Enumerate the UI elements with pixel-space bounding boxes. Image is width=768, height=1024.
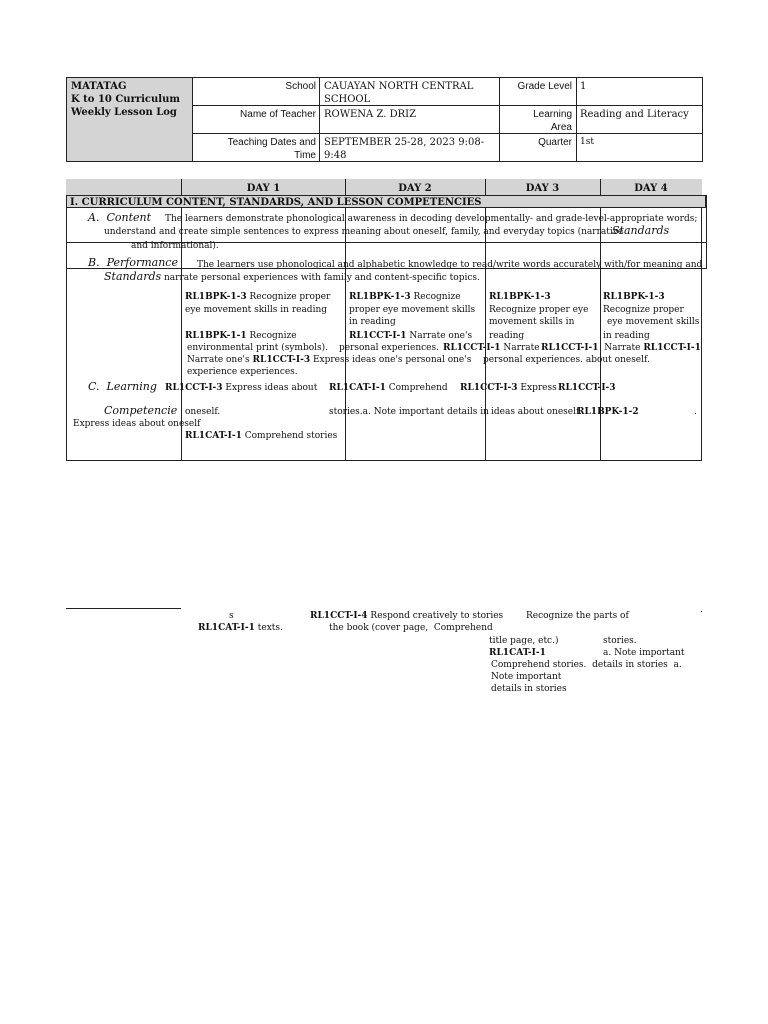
lower-line-i: a. Note important [603,648,685,658]
day4-line7: RL1BPK-1-2 [577,407,639,417]
row-right-edge [706,195,707,269]
divider [576,77,577,162]
lower-line-d: the book (cover page, Comprehend [329,623,493,633]
day2-line3: in reading [349,317,396,327]
lower-line-f: title page, etc.) [489,636,559,646]
header-table [66,77,703,162]
day3-line4: reading [489,331,525,341]
competencies-label-2: Competencie [104,404,178,417]
day4-line5: RL1CCT-I-1 Narrate RL1CCT-I-1 [541,343,701,353]
column-line [600,179,601,195]
day3-line6: personal experiences. about oneself. [483,355,650,365]
lower-line-n: details in stories [491,684,567,694]
day2-line4: RL1CCT-I-1 Narrate one's [349,331,473,341]
school-label: School [285,81,316,92]
header-title: MATATAG K to 10 Curriculum Weekly Lesson Log [71,81,180,118]
day2-line1: RL1BPK-1-3 Recognize [349,292,461,302]
day-1-header: DAY 1 [246,183,281,194]
day3-line8: ideas about oneself. [491,407,582,417]
day3-line2: Recognize proper eye [489,305,589,315]
content-text-line3: and informational). [131,241,219,251]
quarter-label: Quarter [538,137,572,148]
day1-line5: Narrate one's RL1CCT-I-3 Express ideas one's personal one's [187,355,472,365]
day4-line4: in reading [603,331,650,341]
day1-line4: environmental print (symbols). [187,343,328,353]
day4-line8: . [694,407,697,417]
day2-line7: stories.a. Note important details in [329,407,489,417]
quarter-value: 1st [580,137,594,147]
day4-line2: Recognize proper [603,305,684,315]
day3-line3: movement skills in [489,317,575,327]
column-line [345,208,346,461]
column-line [600,208,601,461]
performance-text-line1: The learners use phonological and alphabetic knowledge to read/write words accurately with/for meaning and [197,260,703,270]
day2-line2: proper eye movement skills [349,305,476,315]
teacher-value: ROWENA Z. DRIZ [324,109,417,120]
day-3-header: DAY 3 [525,183,560,194]
day3-line7: RL1CCT-I-3 Express [460,383,557,393]
divider [319,77,320,162]
performance-standards-word: Standards [104,270,162,283]
divider [499,77,500,162]
day1-line1: RL1BPK-1-3 Recognize proper [185,292,331,302]
dates-value: SEPTEMBER 25-28, 2023 9:08- 9:48 [324,137,485,161]
dates-label: Teaching Dates and Time [227,137,316,161]
performance-text-line2: narrate personal experiences with family and content-specific topics. [164,273,480,283]
day1-line3: RL1BPK-1-1 Recognize [185,331,297,341]
lower-rule [66,608,181,609]
lower-s: s [229,611,234,621]
day1-line2: eye movement skills in reading [185,305,328,315]
lower-line-b: Recognize the parts of [526,611,629,621]
divider [193,133,703,134]
grade-value: 1 [580,81,587,92]
day1-line6: experience experiences. [187,367,298,377]
day1-line7: RL1CCT-I-3 Express ideas about [165,383,318,393]
day2-line5: personal experiences. [339,343,439,353]
competencies-overflow-left: Express ideas about oneself [73,419,201,429]
grade-label: Grade Level [517,81,572,92]
school-value: CAUAYAN NORTH CENTRAL SCHOOL [324,81,474,105]
teacher-label: Name of Teacher [240,109,316,120]
competencies-label: C. Learning [88,380,157,393]
column-line [485,208,486,461]
section-title: I. CURRICULUM CONTENT, STANDARDS, AND LESSON COMPETENCIES [70,197,482,208]
lower-line-c: RL1CAT-I-1 texts. [198,623,283,633]
content-label: A. Content [88,211,152,224]
lower-line-g: stories. [603,636,637,646]
column-line [181,179,182,195]
day2-line6: RL1CAT-I-1 Comprehend [329,383,448,393]
lower-line-m: Note important [491,672,562,682]
day3-line5: RL1CCT-I-1 Narrate [443,343,540,353]
day4-line6: RL1CCT-I-3 [558,383,616,393]
content-text-line2: understand and create simple sentences to express meaning about oneself, family, and everyday topics (narrative [104,227,624,237]
day4-line1: RL1BPK-1-3 [603,292,665,302]
day-4-header: DAY 4 [634,183,668,194]
column-line [345,179,346,195]
performance-label: B. Performance [88,256,178,269]
content-standards-word: Standards [612,224,670,237]
day4-line3: eye movement skills [607,317,700,327]
lower-line-a: RL1CCT-I-4 Respond creatively to stories [310,611,504,621]
day3-line1: RL1BPK-1-3 [489,292,551,302]
area-label: Learning Area [533,109,572,133]
lower-line-j: Comprehend stories. details in stories a. [491,660,682,670]
lower-dot: . [700,605,703,615]
day-2-header: DAY 2 [398,183,432,194]
column-line [485,179,486,195]
area-value: Reading and Literacy [580,109,689,120]
lower-line-h: RL1CAT-I-1 [489,648,546,658]
day1-line8: oneself. [185,407,221,417]
content-text-line1: The learners demonstrate phonological awareness in decoding developmentally- and grade-level-appropriate words; [165,214,698,224]
day1-line9: RL1CAT-I-1 Comprehend stories [185,431,338,441]
